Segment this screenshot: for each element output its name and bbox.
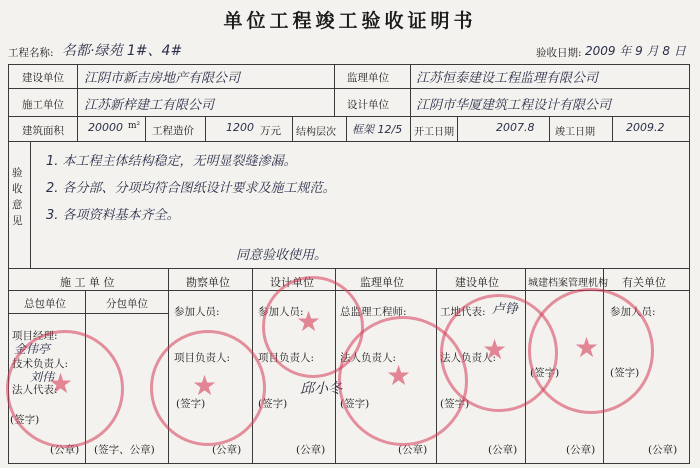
survey-lead-label: 项目负责人: [174,352,231,364]
seal-star-icon: ★ [296,305,322,338]
contractor-label: 施工单位 [22,99,64,111]
design-lead-label: 项目负责人: [258,352,315,364]
survey-participants-label: 参加人员: [174,306,220,318]
opinion-line-2: 2. 各分部、分项均符合图纸设计要求及施工规范。 [46,181,336,196]
contractor-value: 江苏新梓建工有限公司 [84,98,215,113]
supervisor-value: 江苏恒泰建设工程监理有限公司 [416,71,599,86]
tech-value: 刘伟 [30,370,55,384]
project-name-label: 工程名称: [8,47,54,59]
seal-star-icon: ★ [192,369,218,402]
builder-value: 江阴市新吉房地产有限公司 [84,71,241,86]
builder-header: 建设单位 [455,276,499,289]
design-participants-label: 参加人员: [258,306,304,318]
construction-header: 施 工 单 位 [60,276,115,289]
acceptance-date-label: 验收日期: [536,47,582,59]
sign-note-1: (签字) [10,414,40,426]
seal-star-icon: ★ [386,359,412,392]
sign-note-2: (签字) [176,398,206,410]
opinion-line-1: 1. 本工程主体结构稳定，无明显裂缝渗漏。 [46,154,297,169]
archives-header: 城建档案管理机构 [528,278,608,289]
page-title: 单位工程竣工验收证明书 [223,10,477,32]
structure-label: 结构层次 [296,127,336,138]
seal-note-3: (公章) [296,444,326,456]
sign-note-6: (签字) [530,367,560,379]
seal-star-icon: ★ [574,331,600,364]
area-value: 20000 [88,121,123,134]
opinion-label: 验收意见 [12,167,23,227]
opinion-conclusion: 同意验收使用。 [236,248,328,263]
design-header: 设计单位 [270,276,314,289]
site-rep-label: 工地代表: [440,306,486,318]
sign-note-7: (签字) [610,367,640,379]
seal-note-1: (公章) [50,444,80,456]
sign-note-5: (签字) [440,398,470,410]
cost-value: 1200 [226,121,254,134]
subcontractor-label: 分包单位 [106,298,148,310]
builder-label: 建设单位 [22,72,64,84]
opinion-line-3: 3. 各项资料基本齐全。 [46,208,180,223]
sign-note-4: (签字) [340,398,370,410]
seal-note-4: (公章) [398,444,428,456]
builder-legal-label: 法人负责人: [440,352,497,364]
finish-value: 2009.2 [626,121,665,134]
project-name-value: 名都·绿苑 1#、4# [62,43,183,59]
seal-note-7: (公章) [648,444,678,456]
acceptance-date-value: 2009 年 9 月 8 日 [585,44,686,58]
site-rep-value: 卢铮 [492,302,519,317]
chief-supervisor-label: 总监理工程师: [340,306,407,318]
legal-label: 法人代表: [12,384,58,396]
cost-unit: 万元 [260,125,281,137]
start-label: 开工日期 [414,127,454,138]
related-participants-label: 参加人员: [610,306,656,318]
designer-label: 设计单位 [347,99,389,111]
finish-label: 竣工日期 [555,127,595,138]
general-contractor-label: 总包单位 [24,298,66,310]
cost-label: 工程造价 [152,125,194,137]
pm-label: 项目经理: [12,330,58,342]
area-label: 建筑面积 [22,125,64,137]
pm-value: 金伟亭 [14,342,51,356]
designer-value: 江阴市华厦建筑工程设计有限公司 [416,98,612,113]
supervision-header: 监理单位 [360,276,404,289]
survey-header: 勘察单位 [186,276,230,289]
seal-star-icon: ★ [482,333,508,366]
tech-label: 技术负责人: [12,358,69,370]
supervision-legal-label: 法人负责人: [340,352,397,364]
seal-note-6: (公章) [566,444,596,456]
seal-note-5: (公章) [488,444,518,456]
seal-note-2: (公章) [212,444,242,456]
seal-star-icon: ★ [48,367,74,400]
start-value: 2007.8 [496,121,535,134]
design-lead-value: 邱小冬 [300,381,342,397]
supervisor-label: 监理单位 [347,72,389,84]
area-unit: m² [128,121,141,131]
sign-note-3: (签字) [258,398,288,410]
sign-seal-note: (签字、公章) [94,444,155,456]
structure-value: 框架 12/5 [352,123,403,136]
related-header: 有关单位 [622,276,666,289]
